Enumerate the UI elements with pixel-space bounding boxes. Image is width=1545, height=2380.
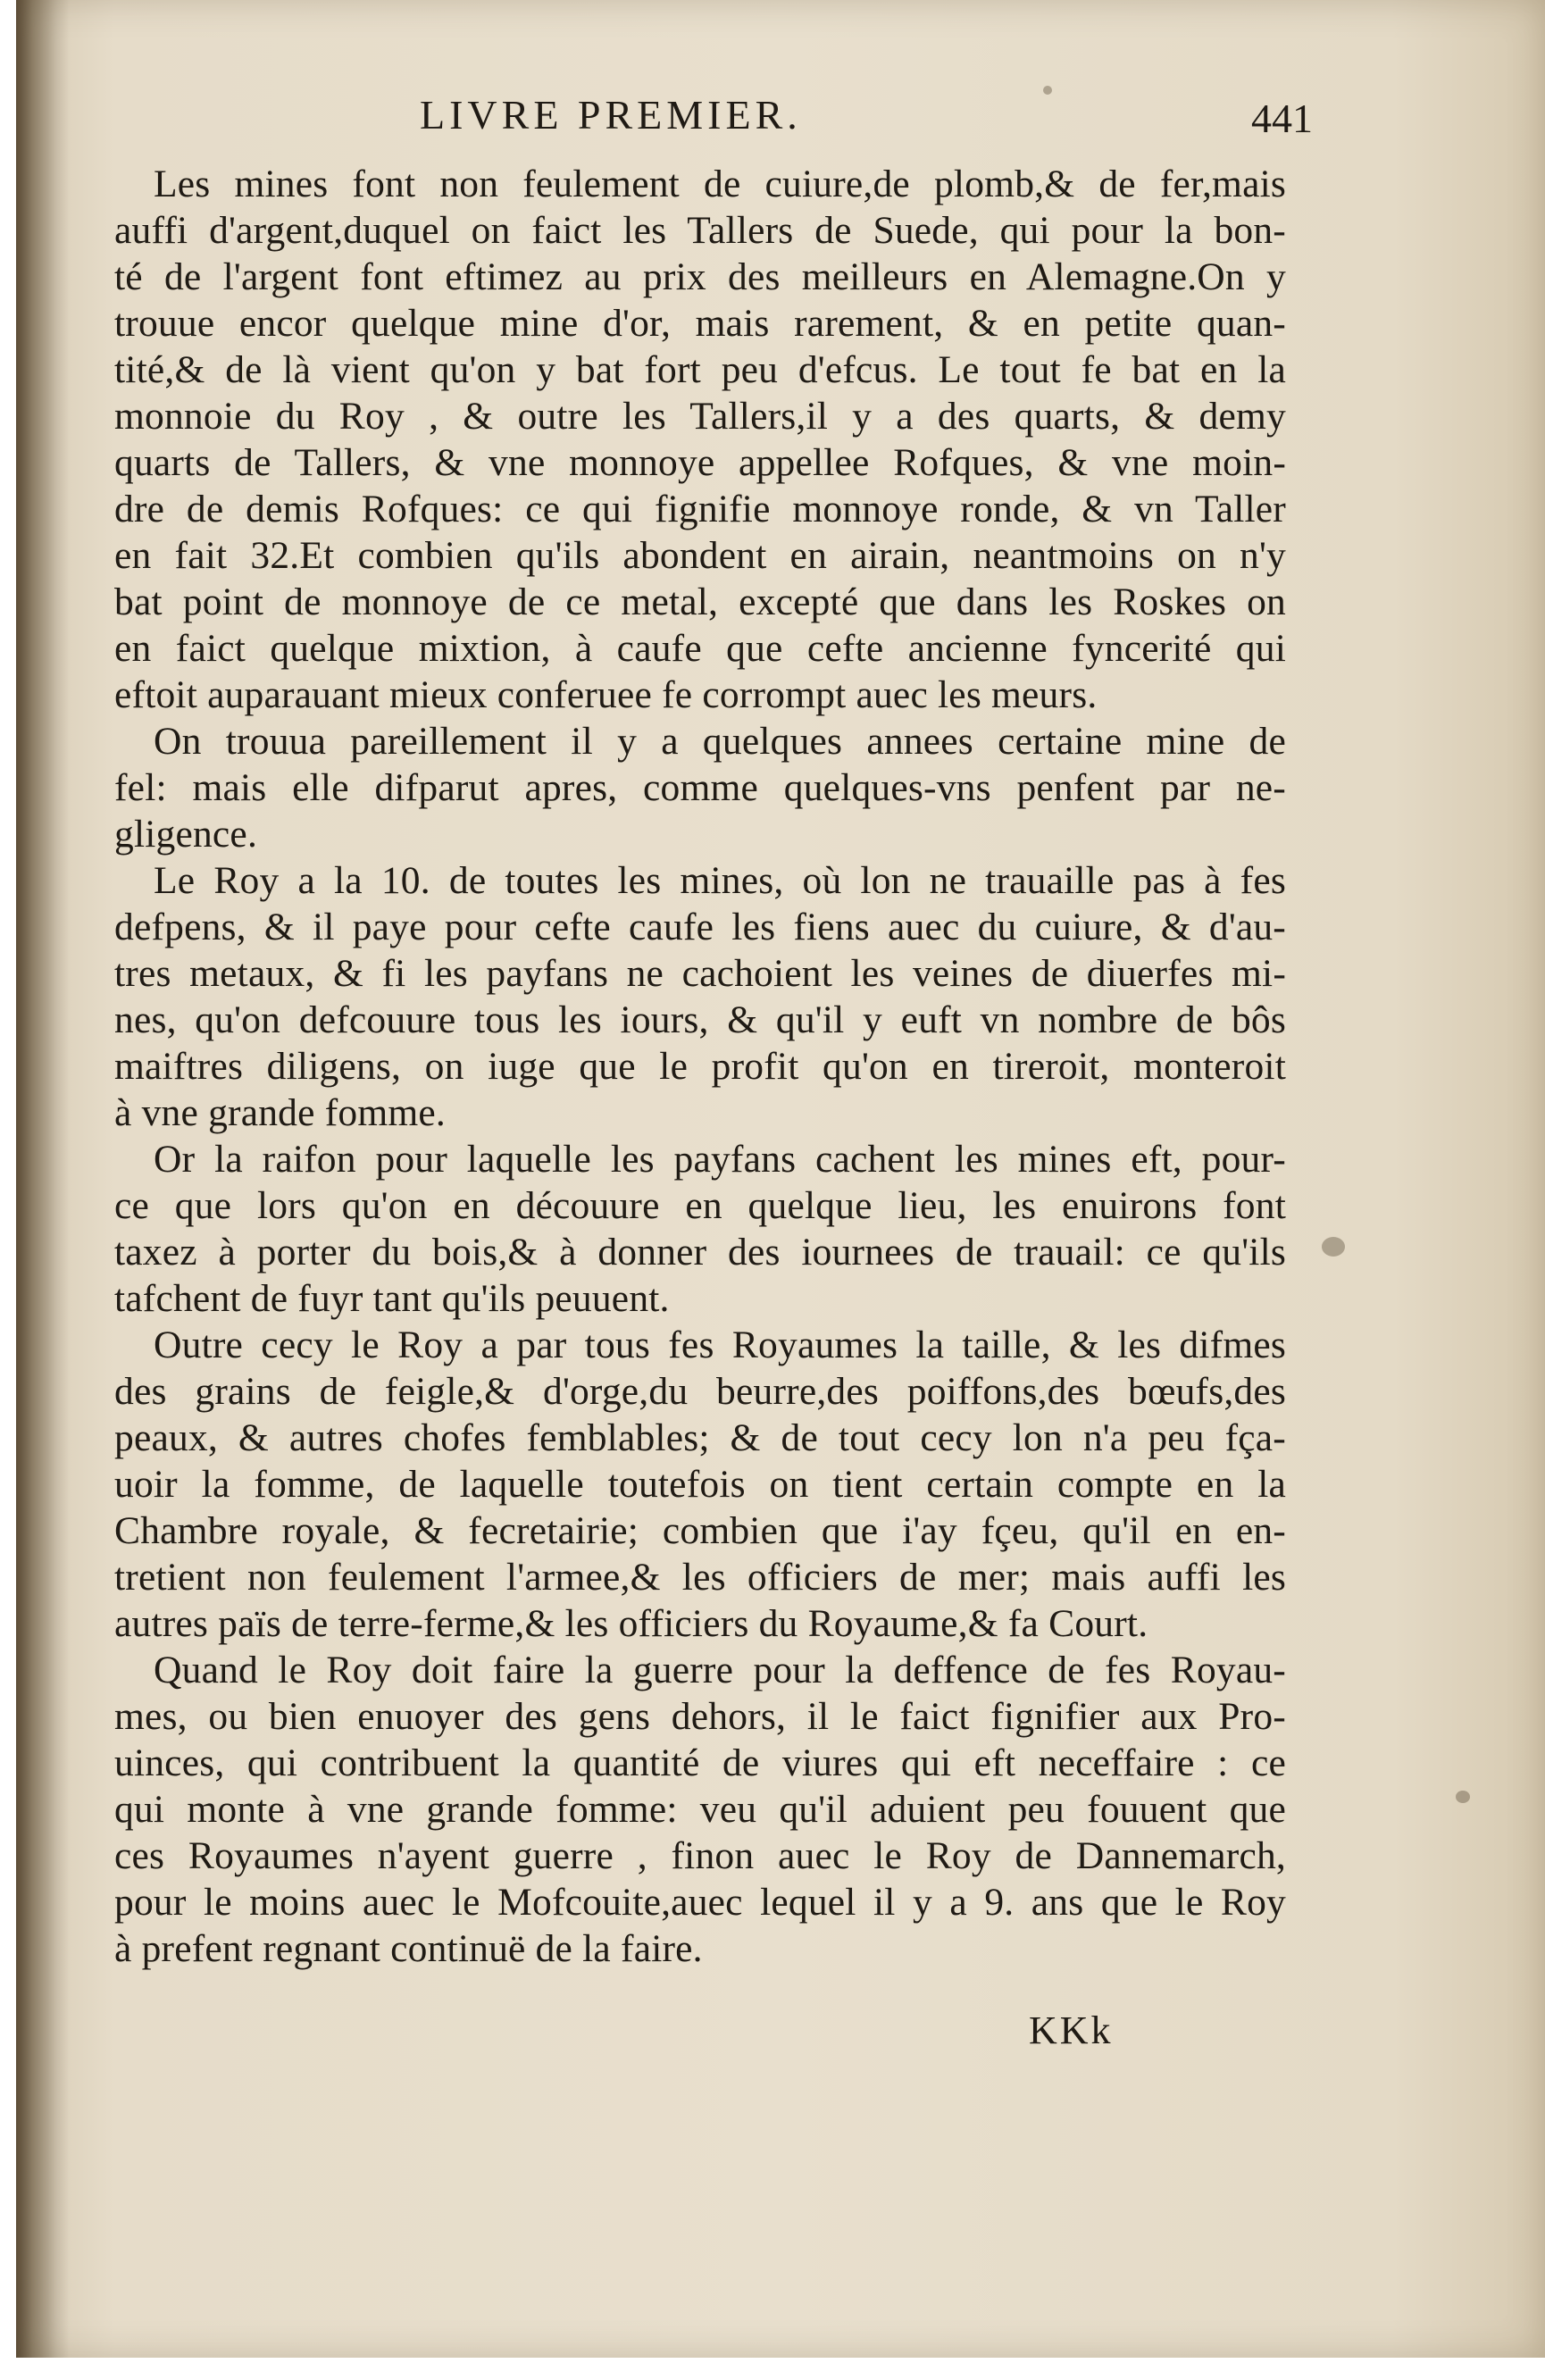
text-line: peaux, & autres chofes femblables; & de tout cecy lon n'a peu fça- (114, 1416, 1286, 1459)
page-header (420, 91, 1313, 154)
text-line: trouue encor quelque mine d'or, mais rarement, & en petite quan- (114, 302, 1286, 345)
text-line: nes, qu'on defcouure tous les iours, & qu'il y euft vn nombre de bôs (114, 998, 1286, 1041)
text-line: maiftres diligens, on iuge que le profit qu'on en tireroit, monteroit (114, 1045, 1286, 1088)
catchword: KKk (1029, 2008, 1114, 2052)
text-line: pour le moins auec le Mofcouite,auec lequel il y a 9. ans que le Roy (114, 1881, 1286, 1924)
text-line: tretient non feulement l'armee,& les officiers de mer; mais auffi les (114, 1556, 1286, 1599)
text-line: quarts de Tallers, & vne monnoye appellee Rofques, & vne moin- (114, 441, 1286, 484)
text-line: tafchent de fuyr tant qu'ils peuuent. (114, 1277, 670, 1320)
body-text (114, 161, 1286, 1972)
paragraph-6 (114, 1647, 1286, 1972)
paragraph-4 (114, 1136, 1286, 1322)
ink-blot (1456, 1791, 1470, 1803)
text-line: uinces, qui contribuent la quantité de viures qui eft neceffaire : ce (114, 1741, 1286, 1784)
paragraph-5 (114, 1322, 1286, 1647)
text-line: Or la raifon pour laquelle les payfans cachent les mines eft, pour- (154, 1138, 1286, 1181)
ink-blot (1322, 1237, 1345, 1257)
text-line: ces Royaumes n'ayent guerre , finon auec le Roy de Dannemarch, (114, 1834, 1286, 1877)
text-line: des grains de feigle,& d'orge,du beurre,des poiffons,des bœufs,des (114, 1370, 1286, 1413)
text-line: Outre cecy le Roy a par tous fes Royaumes la taille, & les difmes (154, 1324, 1286, 1366)
paragraph-1 (114, 161, 1286, 718)
text-line: mes, ou bien enuoyer des gens dehors, il le faict fignifier aux Pro- (114, 1695, 1286, 1738)
text-line: tité,& de là vient qu'on y bat fort peu d'efcus. Le tout fe bat en la (114, 348, 1286, 391)
text-line: fel: mais elle difparut apres, comme quelques-vns penfent par ne- (114, 766, 1286, 809)
text-line: Le Roy a la 10. de toutes les mines, où lon ne trauaille pas à fes (154, 859, 1286, 902)
text-line: té de l'argent font eftimez au prix des meilleurs en Alemagne.On y (114, 255, 1286, 298)
text-line: à vne grande fomme. (114, 1091, 446, 1134)
text-line: en faict quelque mixtion, à caufe que cefte ancienne fyncerité qui (114, 627, 1286, 670)
text-line: monnoie du Roy , & outre les Tallers,il y a des quarts, & demy (114, 395, 1286, 438)
text-line: taxez à porter du bois,& à donner des iournees de trauail: ce qu'ils (114, 1231, 1286, 1274)
text-line: ce que lors qu'on en découure en quelque lieu, les enuirons font (114, 1184, 1286, 1227)
text-line: Les mines font non feulement de cuiure,de plomb,& de fer,mais (154, 163, 1286, 205)
text-line: dre de demis Rofques: ce qui fignifie monnoye ronde, & vn Taller (114, 488, 1286, 530)
ink-blot (1043, 86, 1052, 95)
text-line: bat point de monnoye de ce metal, excepté que dans les Roskes on (114, 580, 1286, 623)
paragraph-2 (114, 718, 1286, 857)
text-line: qui monte à vne grande fomme: veu qu'il aduient peu fouuent que (114, 1788, 1286, 1831)
text-line: autres païs de terre-ferme,& les officiers du Royaume,& fa Court. (114, 1602, 1148, 1645)
running-title: LIVRE PREMIER. (420, 92, 802, 138)
page-number: 441 (1251, 96, 1313, 141)
text-line: On trouua pareillement il y a quelques annees certaine mine de (154, 720, 1286, 763)
text-line: auffi d'argent,duquel on faict les Tallers de Suede, qui pour la bon- (114, 209, 1286, 252)
text-line: uoir la fomme, de laquelle toutefois on tient certain compte en la (114, 1463, 1286, 1506)
text-line: eftoit auparauant mieux conferuee fe corrompt auec les meurs. (114, 673, 1098, 716)
text-line: en fait 32.Et combien qu'ils abondent en airain, neantmoins on n'y (114, 534, 1286, 577)
text-line: tres metaux, & fi les payfans ne cachoient les veines de diuerfes mi- (114, 952, 1286, 995)
text-line: gligence. (114, 813, 258, 856)
paragraph-3 (114, 857, 1286, 1136)
page-gutter-shadow (16, 0, 70, 2358)
text-line: defpens, & il paye pour cefte caufe les fiens auec du cuiure, & d'au- (114, 906, 1286, 948)
text-line: Chambre royale, & fecretairie; combien que i'ay fçeu, qu'il en en- (114, 1509, 1286, 1552)
text-line: à prefent regnant continuë de la faire. (114, 1927, 703, 1970)
text-line: Quand le Roy doit faire la guerre pour la deffence de fes Royau- (154, 1649, 1286, 1691)
